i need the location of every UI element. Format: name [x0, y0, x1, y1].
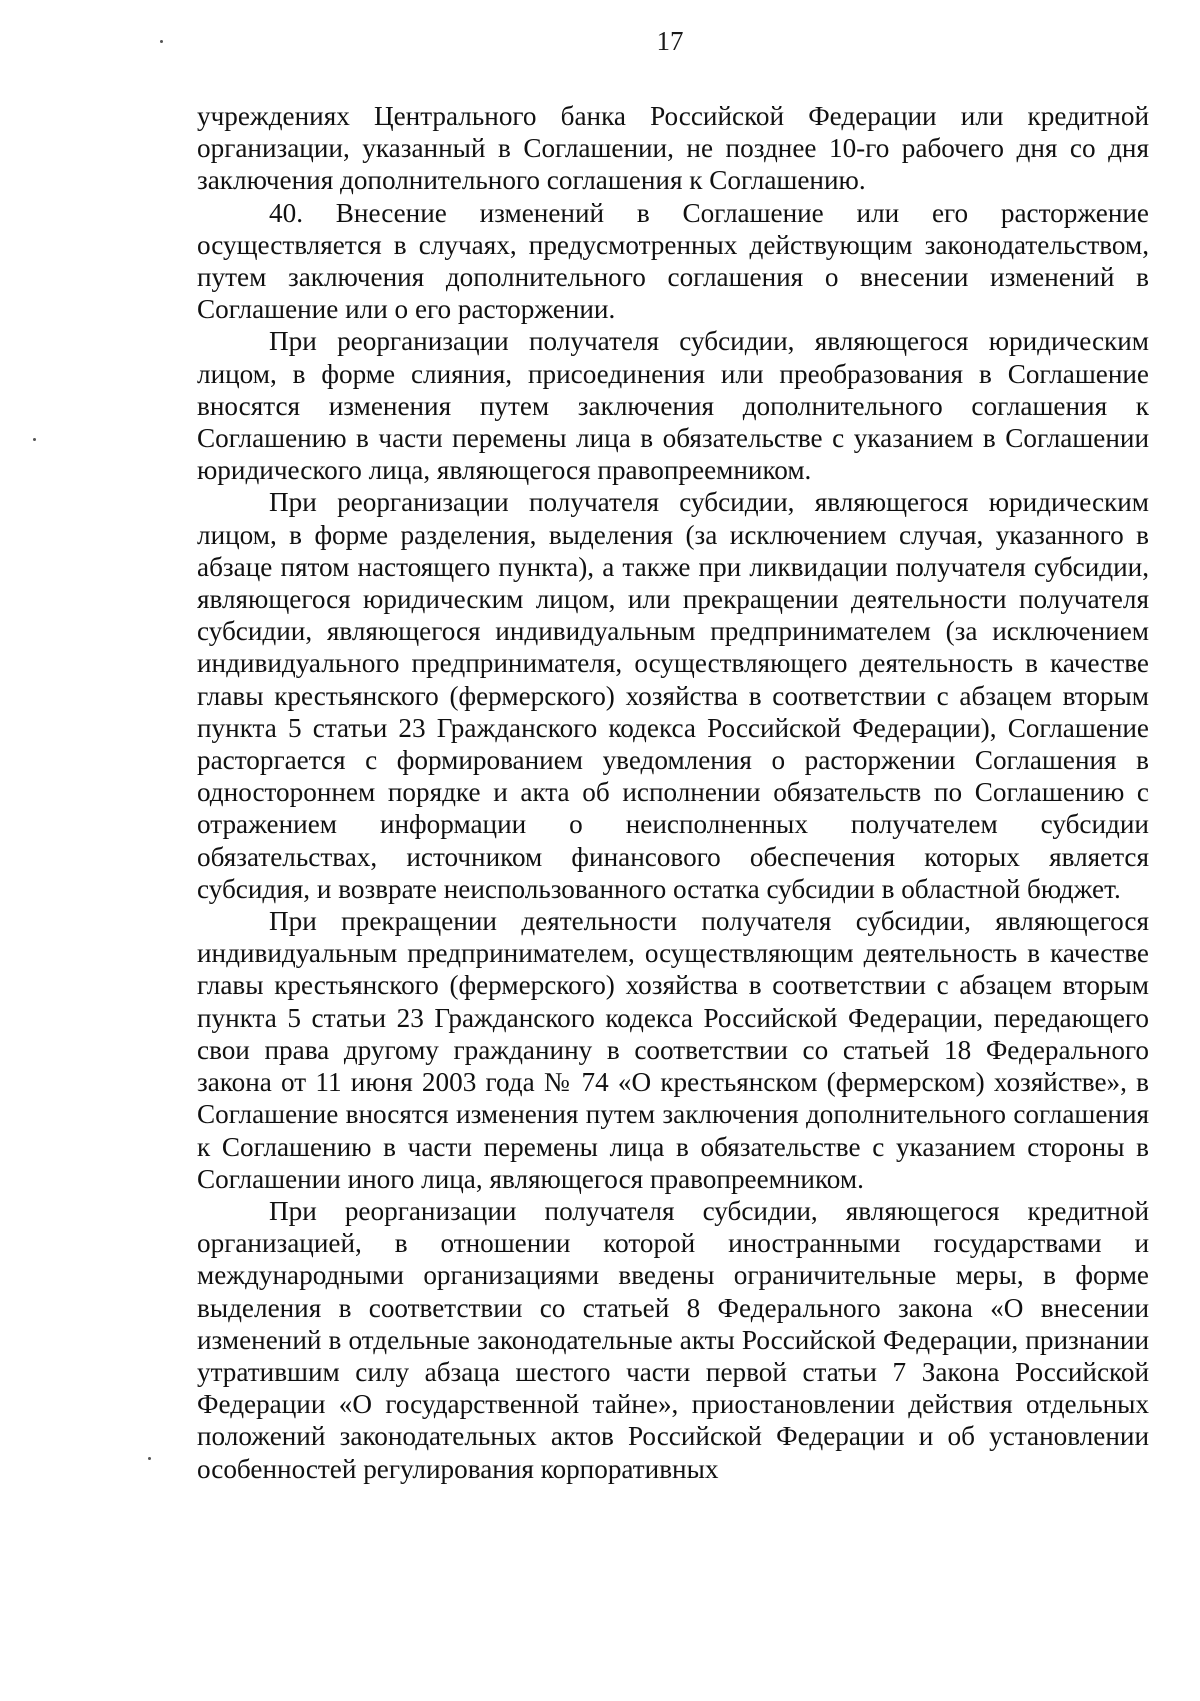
paragraph-farm-termination: При прекращении деятельности получателя субсидии, являющегося индивидуальным предпринимателем, осуществляющим деятельность в качестве главы крестьянского (фермерского) хозяйства в соответствии с абзацем вторым пункта 5 статьи 23 Гражданского кодекса Российской Федерации, передающего свои права другому гражданину в соответствии со статьей 18 Федерального закона от 11 июня 2003 года № 74 «О крестьянском (фермерском) хозяйстве», в Соглашение вносятся изменения путем заключения дополнительного соглашения к Соглашению в части перемены лица в обязательстве с указанием стороны в Соглашении иного лица, являющегося правопреемником. [197, 906, 1149, 1194]
paragraph-reorganization-merger: При реорганизации получателя субсидии, являющегося юридическим лицом, в форме слияния, присоединения или преобразования в Соглашение вносятся изменения путем заключения дополнительного соглашения к Соглашению в части перемены лица в обязательстве с указанием в Соглашении юридического лица, являющегося правопреемником. [197, 326, 1149, 486]
paragraph-reorganization-division: При реорганизации получателя субсидии, являющегося юридическим лицом, в форме разделения, выделения (за исключением случая, указанного в абзаце пятом настоящего пункта), а также при ликвидации получателя субсидии, являющегося юридическим лицом, или прекращении деятельности получателя субсидии, являющегося индивидуальным предпринимателем (за исключением индивидуального предпринимателя, осуществляющего деятельность в качестве главы крестьянского (фермерского) хозяйства в соответствии с абзацем вторым пункта 5 статьи 23 Гражданского кодекса Российской Федерации), Соглашение расторгается с формированием уведомления о расторжении Соглашения в одностороннем порядке и акта об исполнении обязательств по Соглашению с отражением информации о неисполненных получателем субсидии обязательствах, источником финансового обеспечения которых является субсидия, и возврате неиспользованного остатка субсидии в областной бюджет. [197, 487, 1149, 904]
paragraph-credit-organization: При реорганизации получателя субсидии, являющегося кредитной организацией, в отношении которой иностранными государствами и международными организациями введены ограничительные меры, в форме выделения в соответствии со статьей 8 Федерального закона «О внесении изменений в отдельные законодательные акты Российской Федерации, признании утратившим силу абзаца шестого части первой статьи 7 Закона Российской Федерации «О государственной тайне», приостановлении действия отдельных положений законодательных актов Российской Федерации и об установлении особенностей регулирования корпоративных [197, 1195, 1149, 1484]
scan-speck [160, 40, 163, 43]
page-number: 17 [656, 26, 684, 56]
paragraph-continuation: учреждениях Центрального банка Российской Федерации или кредитной организации, указанный в Соглашении, не позднее 10-го рабочего дня со дня заключения дополнительного соглашения к Соглашению. [197, 101, 1149, 196]
scan-speck [148, 1457, 151, 1460]
paragraph-item-40: 40. Внесение изменений в Соглашение или его расторжение осуществляется в случаях, предусмотренных действующим законодательством, путем заключения дополнительного соглашения о внесении изменений в Соглашение или о его расторжении. [197, 197, 1149, 325]
scan-speck [33, 438, 36, 441]
document-body [197, 100, 1149, 1485]
